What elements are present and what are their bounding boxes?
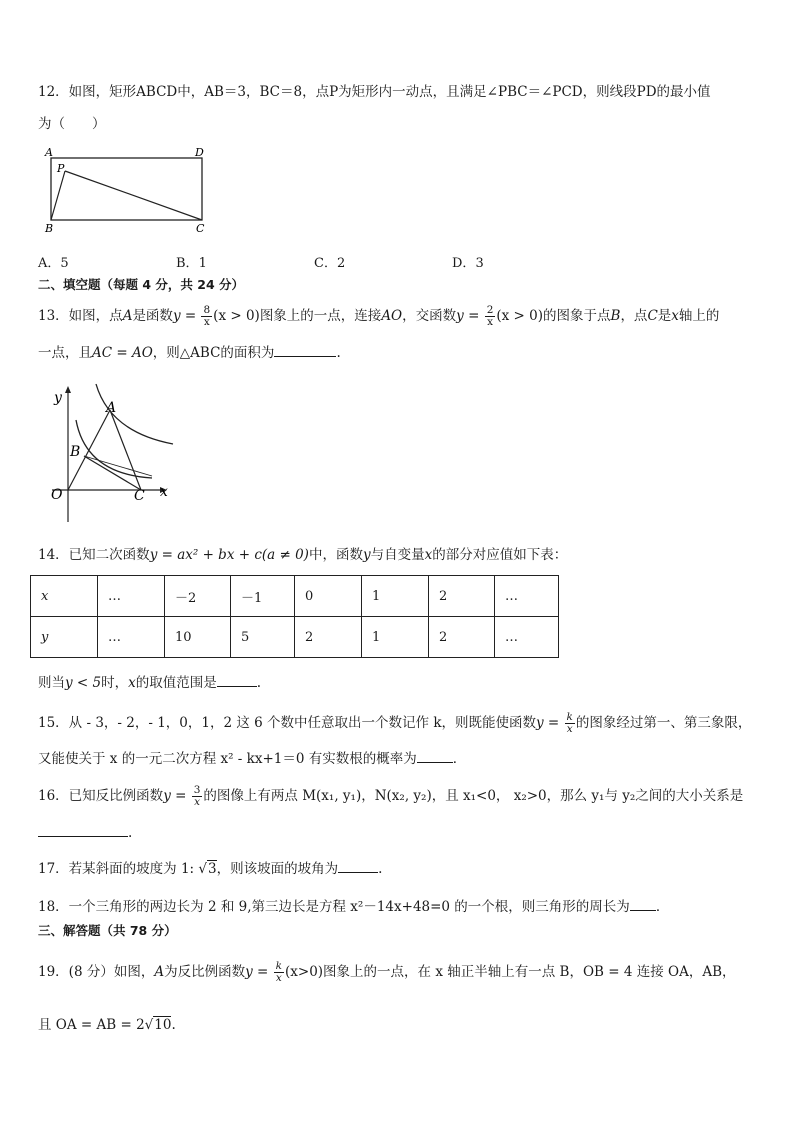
q16-fraction-3-over-x: $\frac{3}{x}$ xyxy=(193,784,201,808)
q19-line2: 且 OA = AB = 2√10. xyxy=(38,1017,176,1033)
q12-option-a[interactable]: A．5 xyxy=(38,256,69,271)
table-cell: … xyxy=(98,617,165,658)
q14-question: 则当y < 5时，x的取值范围是 . xyxy=(38,672,261,693)
q13-label-a: A xyxy=(106,400,117,416)
q19-fraction-k-over-x: $\frac{k}{x}$ xyxy=(275,960,282,984)
q17-answer-blank[interactable] xyxy=(338,858,378,873)
q16-answer-blank[interactable] xyxy=(38,822,128,837)
q13-fraction-8-over-x: $\frac{8}{x}$ xyxy=(203,304,211,328)
q13-fraction-2-over-x: $\frac{2}{x}$ xyxy=(486,304,494,328)
q12-label-a: A xyxy=(45,146,53,159)
q13-graph-figure xyxy=(48,382,188,524)
q12-line2: 为（ ） xyxy=(38,116,106,132)
q19-line1: 19．(8 分）如图，A为反比例函数y = $\frac{k}{x}$ (x>0)图象上的一点，在 x 轴正半轴上有一点 B，OB = 4 连接 OA，AB， xyxy=(38,960,736,984)
q18-line: 18．一个三角形的两边长为 2 和 9,第三边长是方程 x²－14x+48=0 的一个根，则三角形的周长为 ． xyxy=(38,896,669,917)
q13-label-c: C xyxy=(134,488,145,504)
table-cell: … xyxy=(98,576,165,617)
table-cell: 2 xyxy=(429,576,495,617)
q14-value-table xyxy=(30,575,559,658)
q13-label-b: B xyxy=(70,444,81,460)
q16-line1: 16．已知反比例函数y = $\frac{3}{x}$ 的图像上有两点 M(x₁, y₁)，N(x₂, y₂)，且 x₁<0， x₂>0，那么 y₁与 y₂之间的大小关系是 xyxy=(38,784,744,808)
q12-label-p: P xyxy=(57,162,65,175)
q18-answer-blank[interactable] xyxy=(630,896,656,911)
table-cell: … xyxy=(495,617,559,658)
table-cell: 0 xyxy=(295,576,362,617)
table-cell: －1 xyxy=(231,576,295,617)
q16-line2: . xyxy=(38,822,132,843)
q12-label-c: C xyxy=(196,222,205,235)
table-cell: 2 xyxy=(429,617,495,658)
q12-label-b: B xyxy=(45,222,54,235)
q12-line1: 12．如图，矩形ABCD中，AB＝3，BC＝8，点P为矩形内一动点，且满足∠PBC＝∠PCD，则线段PD的最小值 xyxy=(38,84,711,100)
q12-option-d[interactable]: D．3 xyxy=(452,256,484,271)
q12-option-c[interactable]: C．2 xyxy=(314,256,346,271)
table-cell: 2 xyxy=(295,617,362,658)
table-cell: 10 xyxy=(165,617,231,658)
table-cell: 1 xyxy=(362,576,429,617)
table-cell: 5 xyxy=(231,617,295,658)
q15-line2: 又能使关于 x 的一元二次方程 x² - kx+1＝0 有实数根的概率为 ． xyxy=(38,748,466,769)
q15-answer-blank[interactable] xyxy=(417,748,453,763)
table-cell: 1 xyxy=(362,617,429,658)
q17-line: 17．若某斜面的坡度为 1: √3，则该坡面的坡角为 . xyxy=(38,858,382,879)
q15-fraction-k-over-x: $\frac{k}{x}$ xyxy=(566,711,573,735)
q13-line1: 13．如图，点A是函数y = $\frac{8}{x}$ (x > 0)图象上的一点，连接AO，交函数y = $\frac{2}{x}$ (x > 0)的图象于点B，点C是x轴上的 xyxy=(38,304,720,328)
table-cell: x xyxy=(31,576,98,617)
q15-line1: 15．从 - 3，- 2，- 1，0，1，2 这 6 个数中任意取出一个数记作 k，则既能使函数y = $\frac{k}{x}$ 的图象经过第一、第三象限， xyxy=(38,711,752,735)
q14-answer-blank[interactable] xyxy=(217,672,257,687)
table-row-y xyxy=(31,617,559,658)
section-3-heading: 三、解答题（共 78 分） xyxy=(38,923,177,938)
q13-answer-blank[interactable] xyxy=(274,342,336,357)
section-2-heading: 二、填空题（每题 4 分，共 24 分） xyxy=(38,277,245,292)
q13-axis-x-label: x xyxy=(160,484,168,500)
q13-label-o: O xyxy=(51,487,63,503)
table-cell: y xyxy=(31,617,98,658)
table-row-x xyxy=(31,576,559,617)
q12-rectangle-figure xyxy=(40,144,220,236)
table-cell: －2 xyxy=(165,576,231,617)
q14-line1: 14．已知二次函数y = ax² + bx + c(a ≠ 0)中，函数y与自变量x的部分对应值如下表： xyxy=(38,547,568,563)
q13-axis-y-label: y xyxy=(54,390,62,406)
q12-option-b[interactable]: B．1 xyxy=(176,256,207,271)
q12-label-d: D xyxy=(195,146,204,159)
q13-line2: 一点，且AC = AO，则△ABC的面积为 . xyxy=(38,342,341,363)
table-cell: … xyxy=(495,576,559,617)
